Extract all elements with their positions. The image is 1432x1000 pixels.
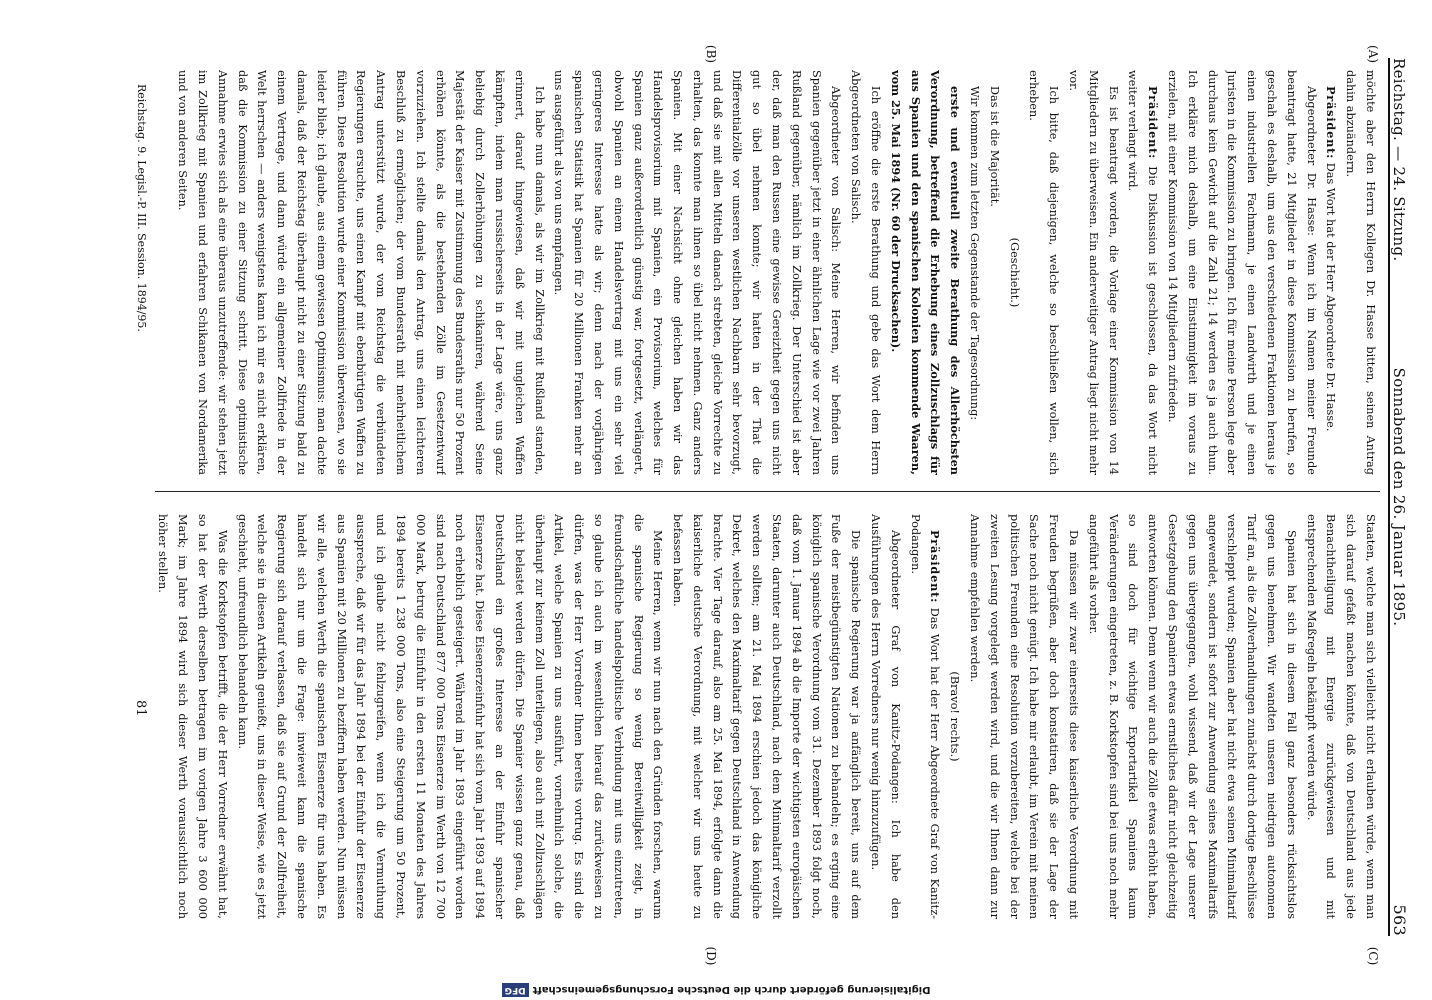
paragraph — [232, 514, 668, 919]
header-rule — [1388, 58, 1390, 936]
paragraph-text: Die spanische Regierung war ja anfänglich bereit, uns auf dem Fuße der meistbegünstigten Nationen zu behandeln; es erging eine königlich spanische Verordnung vom 31. Dezember 1893 folgt noch, daß vom 1. Januar 1894 ab die Importe der wichtigsten europäischen Staaten, darunter auch Deutschland, nach dem Minimaltarif verzollt werden sollten; am 21. Mai 1894 erschien jedoch das königliche Dekret, welches den Maximaltarif gegen Deutschland in Anwendung brachte. Vier Tage darauf, also am 25. Mai 1894, erfolgte dann die kaiserliche deutsche Verordnung, mit welcher wir uns heute zu befassen haben. — [671, 514, 863, 919]
right-column — [155, 514, 1380, 919]
paragraph — [885, 70, 964, 475]
paragraph — [1123, 70, 1163, 475]
paragraph-text: Abgeordneter von Salisch: Meine Herren, wir befinden uns Spanien gegenüber jetzt in einer ähnlichen Lage wie vor zwei Jahren Rußland gegenüber, nämlich im Zollkrieg. Der Unterschied ist aber der, daß man den Russen eine gewisse Gereiztheit gegen uns nicht gut so übel nehmen konnte; wir hatten in der That die Differentialzölle vor unseren westlichen Nachbarn sehr bevorzugt, und daß sie mit allen Mitteln danach strebten, gleiche Vorrechte zu erhalten, das konnte man ihnen so übel nicht nehmen. Ganz anders Spanien. Mit einer Nachsicht ohne gleichen haben wir das Handelsprovisorium mit Spanien, ein Provisorium, welches für Spanien ganz außerordentlich günstig war, fortgesetzt, verlängert, obwohl Spanien an einem Handelsvertrag mit uns ein sehr viel geringeres Interesse hatte als wir; denn nach der vorjährigen spanischen Statistik hat Spanien für 20 Millionen Franken mehr an uns ausgeführt als von uns empfangen. — [552, 70, 843, 475]
paragraph-text: Abgeordneter Dr. Hasse: Wenn ich im Namen meiner Freunde beantragt hatte, 21 Mitglieder in diese Kommission zu berufen, so geschah es deshalb, um aus den verschiedenen Fraktionen heraus je einen industriellen Fachmann, je einen Landwirth und je einen Juristen in die Kommission zu bringen. Ich für meine Person lege aber durchaus kein Gewicht auf die Zahl 21; 14 werden es ja auch thun. Ich erkläre mich deshalb, um eine Einstimmigkeit im voraus zu erzielen, mit einer Kommission von 14 Mitgliedern zufrieden. — [1166, 70, 1318, 475]
digitization-credit-text: Digitalisierung gefördert durch die Deutsche Forschungsgemeinschaft — [532, 984, 931, 995]
paragraph-text: Staaten, welche man sich vielleicht nicht erlauben würde, wenn man sich darauf gefaßt machen könnte, daß von Deutschland aus jede Benachtheiligung mit Energie zurückgewiesen und mit entsprechenden Maßregeln bekämpft werden würde. — [1304, 514, 1377, 919]
paragraph-text: Die Diskussion ist geschlossen, da das Wort nicht weiter verlangt wird. — [1126, 70, 1160, 475]
paragraph — [944, 514, 964, 919]
paragraph-text: Ich habe nun damals, als wir im Zollkrieg mit Rußland standen, erinnert, darauf hingewiesen, daß wir mit ungleichen Waffen kämpften, indem man russischerseits in der Lage wäre, uns ganz beliebig durch Zollerhöhungen zu schikaniren, während Seine Majestät der Kaiser mit Zustimmung des Bundesraths nur 50 Prozent erhöhen könnte, als die bestehenden Zölle im Gesetzentwurf vorzuziehen. Ich stellte damals den Antrag, uns einen leichteren Beschluß zu ermöglichen; der vom Bundesrath mit mehrheitlichem Antrag unterstützt wurde, der vom Reichstag die verbündeten Regierungen ersuchte, uns einen Kampf mit ebenbürtigen Waffen zu führen. Diese Resolution wurde einer Kommission überwiesen, wo sie leider blieb; ich glaube, aus einem gewissen Optimismus: man dachte damals, daß der Reichstag überhaupt nicht zu einer Sitzung bald zu einem Vertrage, und dann würde ein allgemeiner Zollfriede in der Welt herrschen — anders wenigstens kann ich mir es nicht erklären, daß die Kommission zu einer Sitzung schritt. Diese optimistische Annahme erwies sich als eine überaus unzutreffende: wir stehen jetzt im Zollkrieg mit Spanien und erfahren Schikanen von Nordamerika und von anderen Seiten. — [176, 70, 546, 475]
paragraph — [155, 514, 232, 919]
speaker-label: Präsident: — [928, 530, 943, 604]
paragraph — [905, 514, 945, 919]
left-column — [155, 70, 1380, 475]
paragraph — [667, 514, 865, 919]
paragraph-text: Ich eröffne die erste Berathung und gebe das Wort dem Herrn Abgeordneten von Salisch. — [849, 70, 883, 475]
paragraph-text: Was die Korkstopfen betrifft, die der Herr Vorredner erwähnt hat, so hat der Werth derselben betragen im vorigen Jahre 3 600 000 Mark; im Jahre 1894 wird sich dieser Werth voraussichtlich noch höher stellen. — [156, 514, 229, 919]
paragraph — [964, 70, 984, 475]
paragraph — [1024, 70, 1064, 475]
running-head-left: Reichstag. — 24. Sitzung. — [1390, 58, 1408, 262]
column-divider — [155, 491, 1380, 492]
paragraph — [1004, 70, 1024, 475]
paragraph-text: Wir kommen zum letzten Gegenstande der Tagesordnung: — [968, 86, 982, 421]
paragraph-text: Spanien hat sich in diesem Fall ganz besonders rücksichtslos gegen uns benehmen. Wir wandten unseren niedrigen autonomen Tarif an, als die Zollverhandlungen zunächst durch dortige Beschlüsse verschleppt wurden; Spanien aber hat nicht etwa seinen Minimaltarif angewendet, sondern ist sofort zur Anwendung seines Maximaltarifs gegen uns übergegangen, wohl wissend, daß wir der Lage unserer Gesetzgebung den Spaniern etwas ernstliches dafür nicht gleichzeitig antworten können. Denn wenn wir auch die Zölle etwas erhöht haben, so sind doch für wichtige Exportartikel Spaniens kaum Veränderungen eingetreten, z. B. Korkstopfen sind bei uns noch mehr angeführt als vorher. — [1086, 514, 1298, 919]
paragraph-text: (Bravo! rechts.) — [948, 671, 962, 762]
paragraph-text: Das Wort hat der Herr Abgeordnete Graf von Kanitz-Podangen. — [908, 514, 942, 919]
paragraph — [1340, 70, 1380, 475]
paragraph-text: erste und eventuell zweite Berathung des Allerhöchsten Verordnung, betreffend die Erhebung eines Zollzuschlags für aus Spanien und den spanischen Kolonien kommende Waaren, vom 25. Mai 1894 (Nr. 60 der Drucksachen). — [888, 70, 963, 475]
margin-marker-c: (C) — [1366, 946, 1380, 966]
paragraph — [984, 70, 1004, 475]
paragraph-text: (Geschieht.) — [1007, 237, 1021, 308]
page-number: 563 — [1390, 904, 1409, 936]
digitization-credit — [0, 978, 1432, 1000]
paragraph — [1083, 514, 1301, 919]
footer-session-note: Reichstag. 9. Legisl.-P. III. Session. 1894/95. — [135, 84, 148, 332]
speaker-label: Präsident: — [1324, 86, 1339, 160]
paragraph-text: Das Wort hat der Herr Abgeordnete Dr. Hasse. — [1324, 162, 1338, 432]
paragraph-text: Es ist beantragt worden, die Vorlage einer Kommission von 14 Mitgliedern zu überweisen. Ein anderweitiger Antrag liegt nicht mehr vor. — [1067, 70, 1120, 475]
paragraph-text: Da müssen wir zwar einerseits diese kaiserliche Verordnung mit Freuden begrüßen, aber doch konstatiren, daß sie der Lage der Sache noch nicht genügt. Ich habe mir erlaubt, im Verein mit meinen politischen Freunden eine Resolution vorzubereiten, welche bei der zweiten Lesung vorgelegt werden wird, und die wir Ihnen dann zur Annahme empfehlen werden. — [968, 514, 1081, 919]
margin-marker-b: (B) — [704, 44, 718, 64]
paragraph-text: Meine Herren, wenn wir nun nach den Gründen forschen, warum die spanische Regierung so wenig Bereitwilligkeit zeigt, in freundschaftliche handelspolitische Verbindung mit uns einzutreten, so glaube ich auch im wesentlichen hierauf das zurückweisen zu dürfen, was der Herr Vorredner Ihnen bereits vortrug. Es sind die Artikel, welche Spanien zu uns ausführt, vornehmlich solche, die überhaupt zur keinem Zoll unterliegen, also auch mit Zollzuschlägen nicht belastet werden dürfen. Die Spanier wissen ganz genau, daß Deutschland ein großes Interesse an der Einfuhr spanischer Eisenerze hat. Diese Eisenerzeinfuhr hat sich vom Jahr 1893 auf 1894 noch erheblich gesteigert. Während im Jahr 1893 eingeführt worden sind nach Deutschland 877 000 Tons Eisenerze im Werth von 12 700 000 Mark, betrug die Einfuhr in den ersten 11 Monaten des Jahres 1894 bereits 1 238 000 Tons, also eine Steigerung um 50 Prozent, und ich glaube nicht fehlzugreifen, wenn ich die Vermuthung ausspreche, daß wir für das Jahr 1894 bei der Einfuhr der Eisenerze aus Spanien mit 20 Millionen zu beziffern haben werden. Nun müssen wir alle, welchen Werth die spanischen Eisenerze für uns haben. Es handelt sich nur um die Frage: inwieweit kann die spanische Regierung sich darauf verlassen, daß sie auf Grund der Zollfreiheit, welche sie in diesen Artikeln genießt, uns in dieser Weise, wie es jetzt geschieht, unfreundlich behandeln kann. — [235, 514, 665, 919]
dfg-logo: DFG — [502, 983, 529, 997]
paragraph-text: Ich bitte, daß diejenigen, welche so beschließen wollen, sich erheben. — [1027, 70, 1061, 475]
paragraph-text: Abgeordneter Graf von Kanitz-Podangen: Ich habe den Ausführungen des Herrn Vorredners nur wenig hinzuzufügen. — [869, 514, 902, 919]
paragraph — [1301, 514, 1380, 919]
speaker-label: Präsident: — [1146, 86, 1161, 160]
paragraph-text: möchte aber den Herrn Kollegen Dr. Hasse bitten, seinen Antrag dahin abzuändern. — [1344, 70, 1377, 475]
running-head — [1388, 58, 1424, 936]
paragraph — [1162, 70, 1320, 475]
paragraph — [172, 70, 548, 475]
running-head-date: Sonnabend den 26. Januar 1895. — [1390, 367, 1408, 627]
paragraph — [845, 70, 885, 475]
margin-marker-d: (D) — [704, 946, 718, 966]
footer-sheet-number: 81 — [133, 700, 148, 717]
paragraph — [1321, 70, 1341, 475]
paragraph — [1063, 70, 1122, 475]
margin-marker-a: (A) — [1366, 44, 1380, 64]
paragraph-text: Das ist die Majorität. — [987, 86, 1001, 207]
paragraph — [865, 514, 905, 919]
paragraph — [964, 514, 1083, 919]
paragraph — [549, 70, 846, 475]
